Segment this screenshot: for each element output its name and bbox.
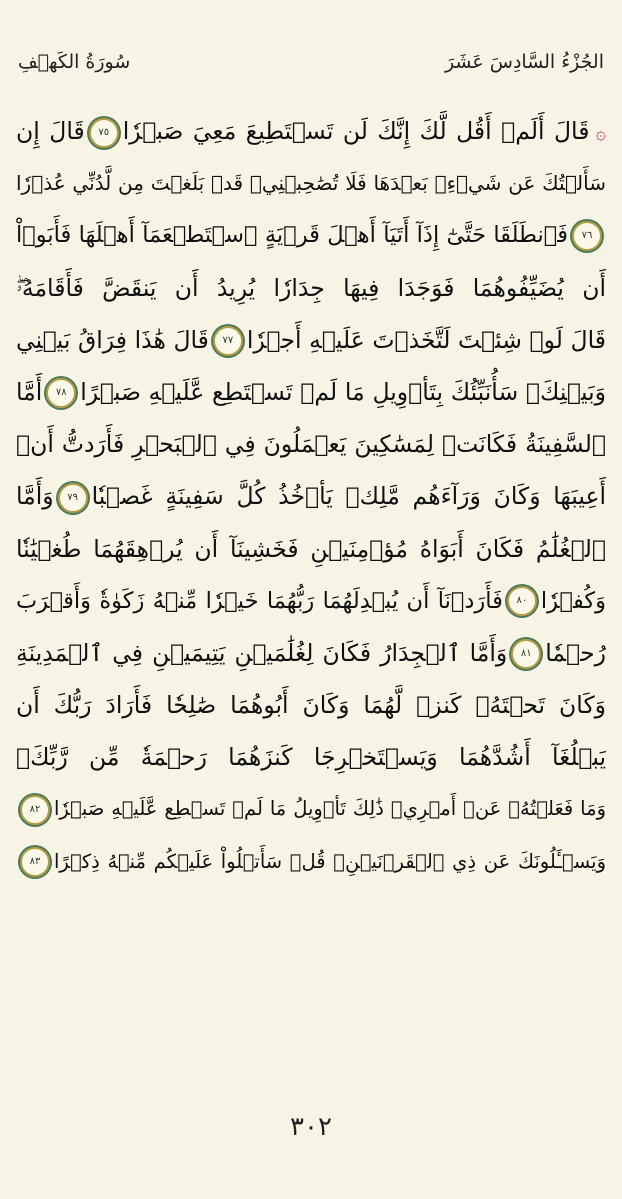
text-line [16, 836, 606, 888]
verse-text: وَأَمَّا [16, 482, 54, 511]
ayah-number-marker: ٨١ [511, 639, 541, 669]
text-line [16, 314, 606, 366]
text-line [16, 366, 606, 418]
juz-label: الجُزْءُ السَّادِسَ عَشَرَ [444, 51, 604, 73]
verse-text: قَالَ أَلَمۡ أَقُل لَّكَ إِنَّكَ لَن تَسۡتَطِيعَ مَعِيَ صَبۡرٗا [122, 117, 590, 145]
verse-text: وَبَيۡنِكَۚ سَأُنَبِّئُكَ بِتَأۡوِيلِ مَا لَمۡ تَسۡتَطِع عَّلَيۡهِ صَبۡرًا [80, 377, 606, 406]
verse-text: فَٱنطَلَقَا حَتَّىٰٓ إِذَآ أَتَيَآ أَهۡلَ قَرۡيَةٍ ٱسۡتَطۡعَمَآ أَهۡلَهَا فَأَبَوۡاْ [16, 222, 568, 249]
page-number: ٣٠٢ [290, 1112, 332, 1142]
verse-text: ٱلسَّفِينَةُ فَكَانَتۡ لِمَسَٰكِينَ يَعۡمَلُونَ فِي ٱلۡبَحۡرِ فَأَرَدتُّ أَنۡ [16, 430, 606, 459]
text-line [16, 679, 606, 731]
verse-text: رُحۡمٗا [545, 638, 606, 667]
verse-text: وَكُفۡرٗا [540, 587, 606, 614]
verse-text: وَأَمَّا ٱلۡجِدَارُ فَكَانَ لِغُلَٰمَيۡنِ يَتِيمَيۡنِ فِي ٱلۡمَدِينَةِ [16, 638, 508, 667]
verse-text: وَكَانَ تَحۡتَهُۥ كَنزٞ لَّهُمَا وَكَانَ أَبُوهُمَا صَٰلِحٗا فَأَرَادَ رَبُّكَ أَن [16, 691, 606, 720]
verse-text: ٱلۡغُلَٰمُ فَكَانَ أَبَوَاهُ مُؤۡمِنَيۡنِ فَخَشِينَآ أَن يُرۡهِقَهُمَا طُغۡيَٰنٗا [16, 534, 606, 563]
verse-text: وَمَا فَعَلۡتُهُۥ عَنۡ أَمۡرِيۚ ذَٰلِكَ تَأۡوِيلُ مَا لَمۡ تَسۡطِع عَّلَيۡهِ صَبۡرٗا [54, 797, 606, 821]
text-line [16, 627, 606, 679]
text-line [16, 731, 606, 783]
text-line [16, 105, 606, 157]
verse-text: أَن يُضَيِّفُوهُمَا فَوَجَدَا فِيهَا جِدَارٗا يُرِيدُ أَن يَنقَضَّ فَأَقَامَهُۥۖ [16, 273, 606, 302]
verse-text: سَأَلۡتُكَ عَن شَيۡءِۭ بَعۡدَهَا فَلَا تُصَٰحِبۡنِيۖ قَدۡ بَلَغۡتَ مِن لَّدُنِّي عُذۡرٗا [16, 171, 606, 196]
surah-label: سُورَةُ الكَهۡفِ [18, 51, 131, 73]
ayah-number-marker: ٧٥ [89, 118, 119, 148]
text-line [16, 209, 606, 261]
rub-el-hizb-icon: ۞ [595, 123, 606, 144]
ayah-number-marker: ٨٢ [20, 795, 50, 825]
ayah-number-marker: ٧٧ [213, 326, 243, 356]
ayah-number-marker: ٨٣ [20, 847, 50, 877]
verse-text: قَالَ لَوۡ شِئۡتَ لَتَّخَذۡتَ عَلَيۡهِ أَجۡرٗا [246, 325, 606, 354]
verse-text: فَأَرَدۡنَآ أَن يُبۡدِلَهُمَا رَبُّهُمَا خَيۡرٗا مِّنۡهُ زَكَوٰةٗ وَأَقۡرَبَ [16, 587, 503, 614]
verse-text: قَالَ إِن [16, 117, 85, 145]
text-line [16, 575, 606, 627]
text-line [16, 418, 606, 470]
verse-text: وَيَسۡـَٔلُونَكَ عَن ذِي ٱلۡقَرۡنَيۡنِۖ قُلۡ سَأَتۡلُواْ عَلَيۡكُم مِّنۡهُ ذِكۡرًا [54, 849, 606, 873]
ayah-number-marker: ٧٩ [58, 483, 88, 513]
quran-text [16, 105, 606, 888]
verse-text: يَبۡلُغَآ أَشُدَّهُمَا وَيَسۡتَخۡرِجَا كَنزَهُمَا رَحۡمَةٗ مِّن رَّبِّكَۚ [16, 743, 606, 772]
ayah-number-marker: ٧٦ [572, 221, 602, 251]
verse-text: قَالَ هَٰذَا فِرَاقُ بَيۡنِي [16, 325, 209, 354]
text-line [16, 523, 606, 575]
ayah-number-marker: ٧٨ [46, 378, 76, 408]
verse-text: أَعِيبَهَا وَكَانَ وَرَآءَهُم مَّلِكٞ يَأۡخُذُ كُلَّ سَفِينَةٍ غَصۡبٗا [91, 482, 606, 511]
verse-text: أَمَّا [16, 377, 43, 406]
text-line [16, 470, 606, 522]
text-line [16, 262, 606, 314]
page-header [18, 42, 604, 82]
text-line [16, 783, 606, 835]
ayah-number-marker: ٨٠ [507, 586, 537, 616]
text-line [16, 157, 606, 209]
